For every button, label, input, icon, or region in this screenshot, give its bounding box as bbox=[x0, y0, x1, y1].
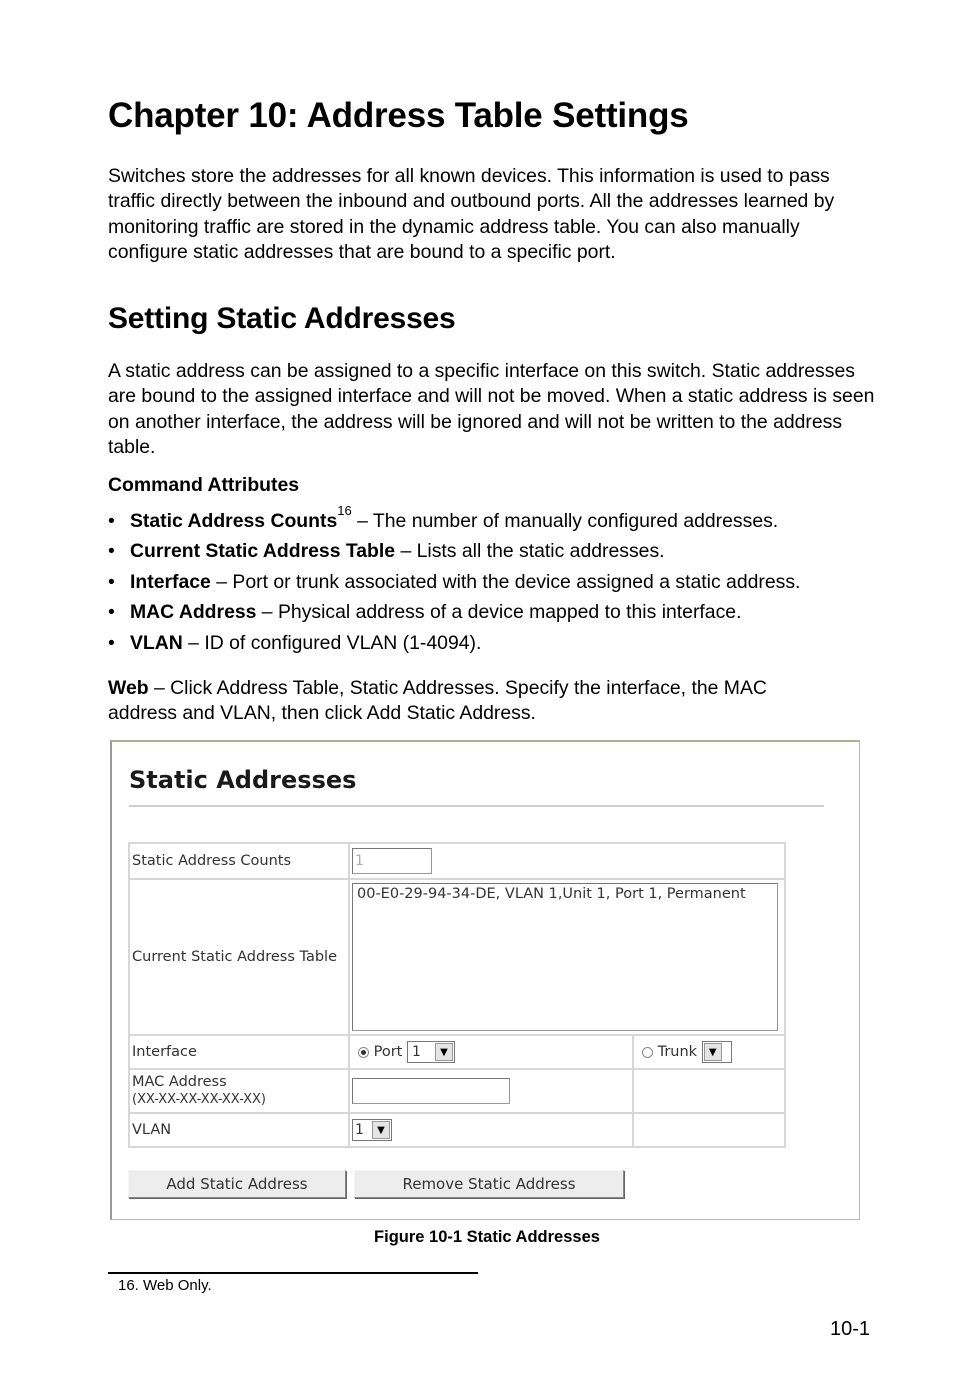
attribute-item bbox=[108, 536, 898, 566]
intro-paragraph: Switches store the addresses for all known devices. This information is used to pass traffic directly between the inbound and outbound ports. All the addresses learned by monitoring traffic are stored in the dynamic address table. You can also manually configure static addresses that are bound to a specific port. bbox=[108, 165, 835, 263]
attribute-term: Interface bbox=[130, 570, 211, 593]
static-addresses-figure bbox=[110, 740, 860, 1220]
mac-label: MAC Address bbox=[132, 1074, 227, 1090]
footnote: 16. Web Only. bbox=[118, 1277, 212, 1294]
table-label: Current Static Address Table bbox=[129, 879, 349, 1035]
attribute-term: Static Address Counts bbox=[130, 510, 338, 532]
static-address-counts-field[interactable] bbox=[352, 848, 432, 874]
port-radio[interactable] bbox=[358, 1047, 369, 1058]
port-select-value: 1 bbox=[411, 1044, 421, 1060]
vlan-empty-cell bbox=[633, 1113, 785, 1147]
command-attributes-heading: Command Attributes bbox=[108, 474, 300, 496]
mac-label-cell bbox=[129, 1069, 349, 1113]
interface-label: Interface bbox=[129, 1035, 349, 1069]
attribute-desc: – Physical address of a device mapped to this interface. bbox=[256, 601, 742, 624]
web-line1: – Click Address Table, Static Addresses. Specify the interface, the MAC bbox=[148, 677, 767, 699]
remove-static-address-button[interactable]: Remove Static Address bbox=[354, 1170, 624, 1198]
attribute-item bbox=[108, 503, 898, 536]
attribute-desc: – The number of manually configured addresses. bbox=[351, 510, 779, 532]
figure-title: Static Addresses bbox=[129, 766, 357, 794]
bullet-icon: • bbox=[108, 570, 115, 593]
mac-address-input[interactable] bbox=[352, 1078, 510, 1104]
attribute-desc: – Lists all the static addresses. bbox=[395, 540, 665, 563]
attribute-list bbox=[108, 503, 898, 658]
web-instructions bbox=[108, 676, 878, 727]
attribute-desc: – ID of configured VLAN (1-4094). bbox=[182, 631, 482, 654]
chevron-down-icon: ▼ bbox=[372, 1121, 390, 1139]
current-static-address-list[interactable] bbox=[352, 883, 778, 1031]
web-term: Web bbox=[108, 677, 149, 699]
add-static-address-button[interactable]: Add Static Address bbox=[128, 1170, 346, 1198]
mac-empty-cell bbox=[633, 1069, 785, 1113]
static-address-form bbox=[128, 842, 786, 1148]
trunk-select[interactable] bbox=[702, 1041, 732, 1063]
attribute-desc: – Port or trunk associated with the device assigned a static address. bbox=[210, 570, 801, 593]
bullet-icon: • bbox=[108, 540, 115, 563]
vlan-select[interactable] bbox=[352, 1119, 392, 1141]
figure-caption: Figure 10-1 Static Addresses bbox=[374, 1228, 600, 1246]
section-paragraph: A static address can be assigned to a specific interface on this switch. Static addresses are bound to the assigned interface and will not be moved. When a static address is seen on another interface, the address will be ignored and will not be written to the address table. bbox=[108, 360, 875, 458]
chevron-down-icon: ▼ bbox=[704, 1043, 722, 1061]
vlan-cell bbox=[349, 1113, 633, 1147]
attribute-item bbox=[108, 597, 898, 627]
trunk-label: Trunk bbox=[657, 1044, 698, 1060]
bullet-icon: • bbox=[108, 510, 115, 532]
section-title: Setting Static Addresses bbox=[108, 302, 456, 335]
trunk-radio[interactable] bbox=[642, 1047, 653, 1058]
mac-cell bbox=[349, 1069, 633, 1113]
port-select[interactable] bbox=[407, 1041, 455, 1063]
counts-label: Static Address Counts bbox=[129, 843, 349, 879]
static-address-entry[interactable]: 00-E0-29-94-34-DE, VLAN 1,Unit 1, Port 1, Permanent bbox=[357, 886, 746, 902]
attribute-term: Current Static Address Table bbox=[130, 540, 396, 563]
attribute-item bbox=[108, 628, 898, 658]
footnote-ref: 16 bbox=[337, 503, 352, 518]
attribute-term: MAC Address bbox=[130, 601, 257, 624]
bullet-icon: • bbox=[108, 601, 115, 624]
vlan-label: VLAN bbox=[129, 1113, 349, 1147]
vlan-select-value: 1 bbox=[355, 1122, 364, 1138]
port-cell bbox=[349, 1035, 633, 1069]
attribute-item bbox=[108, 567, 898, 597]
trunk-cell bbox=[633, 1035, 785, 1069]
attribute-term: VLAN bbox=[130, 631, 183, 654]
chevron-down-icon: ▼ bbox=[435, 1043, 453, 1061]
table-cell bbox=[349, 879, 785, 1035]
web-line2: address and VLAN, then click Add Static Address. bbox=[108, 702, 536, 725]
figure-divider bbox=[129, 805, 824, 807]
mac-format-label: (XX-XX-XX-XX-XX-XX) bbox=[132, 1092, 266, 1107]
chapter-title: Chapter 10: Address Table Settings bbox=[108, 96, 689, 135]
counts-cell bbox=[349, 843, 785, 879]
footnote-divider bbox=[108, 1272, 478, 1274]
page-number: 10-1 bbox=[830, 1318, 871, 1340]
bullet-icon: • bbox=[108, 631, 115, 654]
port-label: Port bbox=[373, 1044, 403, 1060]
